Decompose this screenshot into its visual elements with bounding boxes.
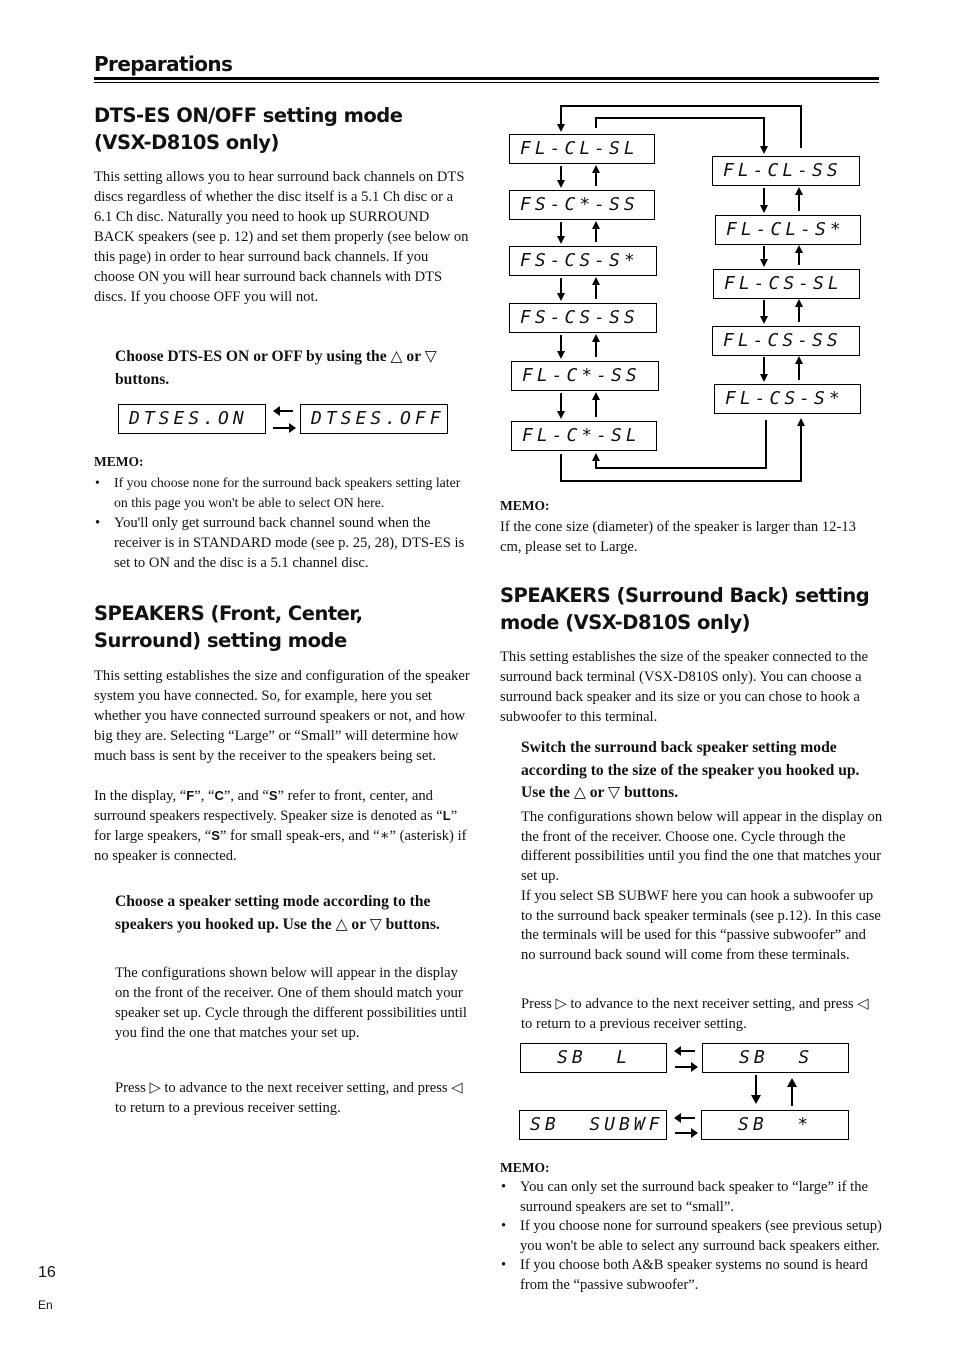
sb-memo-list xyxy=(500,1178,884,1295)
list-item: • If you choose none for the surround back speakers setting later on this page you won't be able to select ON here. xyxy=(94,473,474,513)
display-flow-left-6: FL-C*-SL xyxy=(511,421,657,451)
page-number: 16 xyxy=(38,1264,56,1281)
list-item: • If you choose both A&B speaker systems no sound is heard from the “passive subwoofer”. xyxy=(500,1256,884,1295)
list-item: • You'll only get surround back channel sound when the receiver is in STANDARD mode (see p. 25, 28), DTS-ES is set to ON and the disc is a 5.1 channel disc. xyxy=(94,513,474,573)
flow-memo-label: MEMO: xyxy=(500,498,550,513)
display-dts-off: DTSES.OFF xyxy=(300,404,448,434)
speakers-step: Choose a speaker setting mode according to the speakers you hooked up. Use the △ or ▽ buttons. xyxy=(115,893,440,933)
display-flow-left-4: FS-CS-SS xyxy=(509,303,657,333)
section-header: Preparations xyxy=(94,52,233,76)
display-sb-none: SB * xyxy=(701,1110,849,1140)
sb-body: This setting establishes the size of the speaker connected to the surround back terminal (VSX-D810S only). You can choose a surround back speaker and its size or you can chose to hook a subwoofer to this terminal. xyxy=(500,649,868,725)
sb-step: Switch the surround back speaker setting mode according to the size of the speaker you hooked up. Use the △ or ▽ buttons. xyxy=(521,739,860,801)
sb-body-subwoofer: If you select SB SUBWF here you can hook a subwoofer up to the surround back speaker terminals (see p.12). In this case the terminals will be used for this “passive subwoofer” and no surround back sound will come from these terminals. xyxy=(521,888,881,963)
display-sb-l: SB L xyxy=(520,1043,667,1073)
sb-body-configs: The configurations shown below will appear in the display on the front of the receiver. Choose one. Cycle through the different possibilities until you find the one that matches your set up. xyxy=(521,809,883,884)
flow-memo: If the cone size (diameter) of the speaker is larger than 12-13 cm, please set to Large. xyxy=(500,519,856,555)
display-flow-right-1: FL-CL-SS xyxy=(712,156,860,186)
display-flow-left-2: FS-C*-SS xyxy=(509,190,655,220)
speakers-body: This setting establishes the size and configuration of the speaker system you have connected. So, for example, here you set whether you have connected surround speakers or not, and how big they are. Selecting “Large” or “Small” will determine how much bass is sent by the receiver to the speakers being set. xyxy=(94,668,470,764)
display-flow-left-3: FS-CS-S* xyxy=(509,246,657,276)
dts-body: This setting allows you to hear surround back channels on DTS discs regardless of whether the disc itself is a 5.1 Ch disc or a 6.1 Ch disc. Naturally you need to hook up SURROUND BACK speakers (see p. 12) and set them properly (see below on this page) in order to hear surround back channels. If you choose ON you will hear surround back channels with DTS discs. If you choose OFF you will not. xyxy=(94,169,469,305)
speakers-body-press: Press ▷ to advance to the next receiver setting, and press ◁ to return to a previous receiver setting. xyxy=(115,1080,463,1116)
dts-title: DTS-ES ON/OFF setting mode (VSX-D810S only) xyxy=(94,104,403,154)
dts-memo-label: MEMO: xyxy=(94,454,144,469)
surround-code: S xyxy=(268,788,278,803)
sb-memo-label: MEMO: xyxy=(500,1160,550,1175)
display-flow-left-5: FL-C*-SS xyxy=(511,361,659,391)
display-dts-on: DTSES.ON xyxy=(118,404,266,434)
display-sb-subwf: SB SUBWF xyxy=(519,1110,667,1140)
display-flow-right-2: FL-CL-S* xyxy=(715,215,861,245)
display-flow-right-4: FL-CS-SS xyxy=(712,326,860,356)
display-flow-right-3: FL-CS-SL xyxy=(713,269,860,299)
dts-step: Choose DTS-ES ON or OFF by using the △ or ▽ buttons. xyxy=(115,348,437,388)
center-code: C xyxy=(214,788,224,803)
speakers-body-display: In the display, “F”, “C”, and “S” refer to front, center, and surround speakers respectively. Speaker size is denoted as “L” for large speakers, “S” for small speak-ers, and “∗” (asterisk) if no speaker is connected. xyxy=(94,788,467,864)
speakers-title: SPEAKERS (Front, Center, Surround) setting mode xyxy=(94,602,363,652)
list-item: • You can only set the surround back speaker to “large” if the surround speakers are set to “small”. xyxy=(500,1178,884,1217)
speakers-body-configs: The configurations shown below will appear in the display on the front of the receiver. One of them should match your speaker set up. Cycle through the different possibilities until you find the one that matches your set up. xyxy=(115,965,467,1041)
display-flow-left-1: FL-CL-SL xyxy=(509,134,655,164)
sb-title: SPEAKERS (Surround Back) setting mode (VSX-D810S only) xyxy=(500,584,870,634)
display-flow-right-5: FL-CS-S* xyxy=(714,384,861,414)
sb-body-press: Press ▷ to advance to the next receiver setting, and press ◁ to return to a previous receiver setting. xyxy=(521,996,869,1032)
language-code: En xyxy=(38,1298,53,1312)
display-sb-s: SB S xyxy=(702,1043,849,1073)
list-item: • If you choose none for surround speakers (see previous setup) you won't be able to select any surround back speakers either. xyxy=(500,1217,884,1256)
small-code: S xyxy=(211,828,220,843)
front-code: F xyxy=(186,788,195,803)
large-code: L xyxy=(442,808,451,823)
